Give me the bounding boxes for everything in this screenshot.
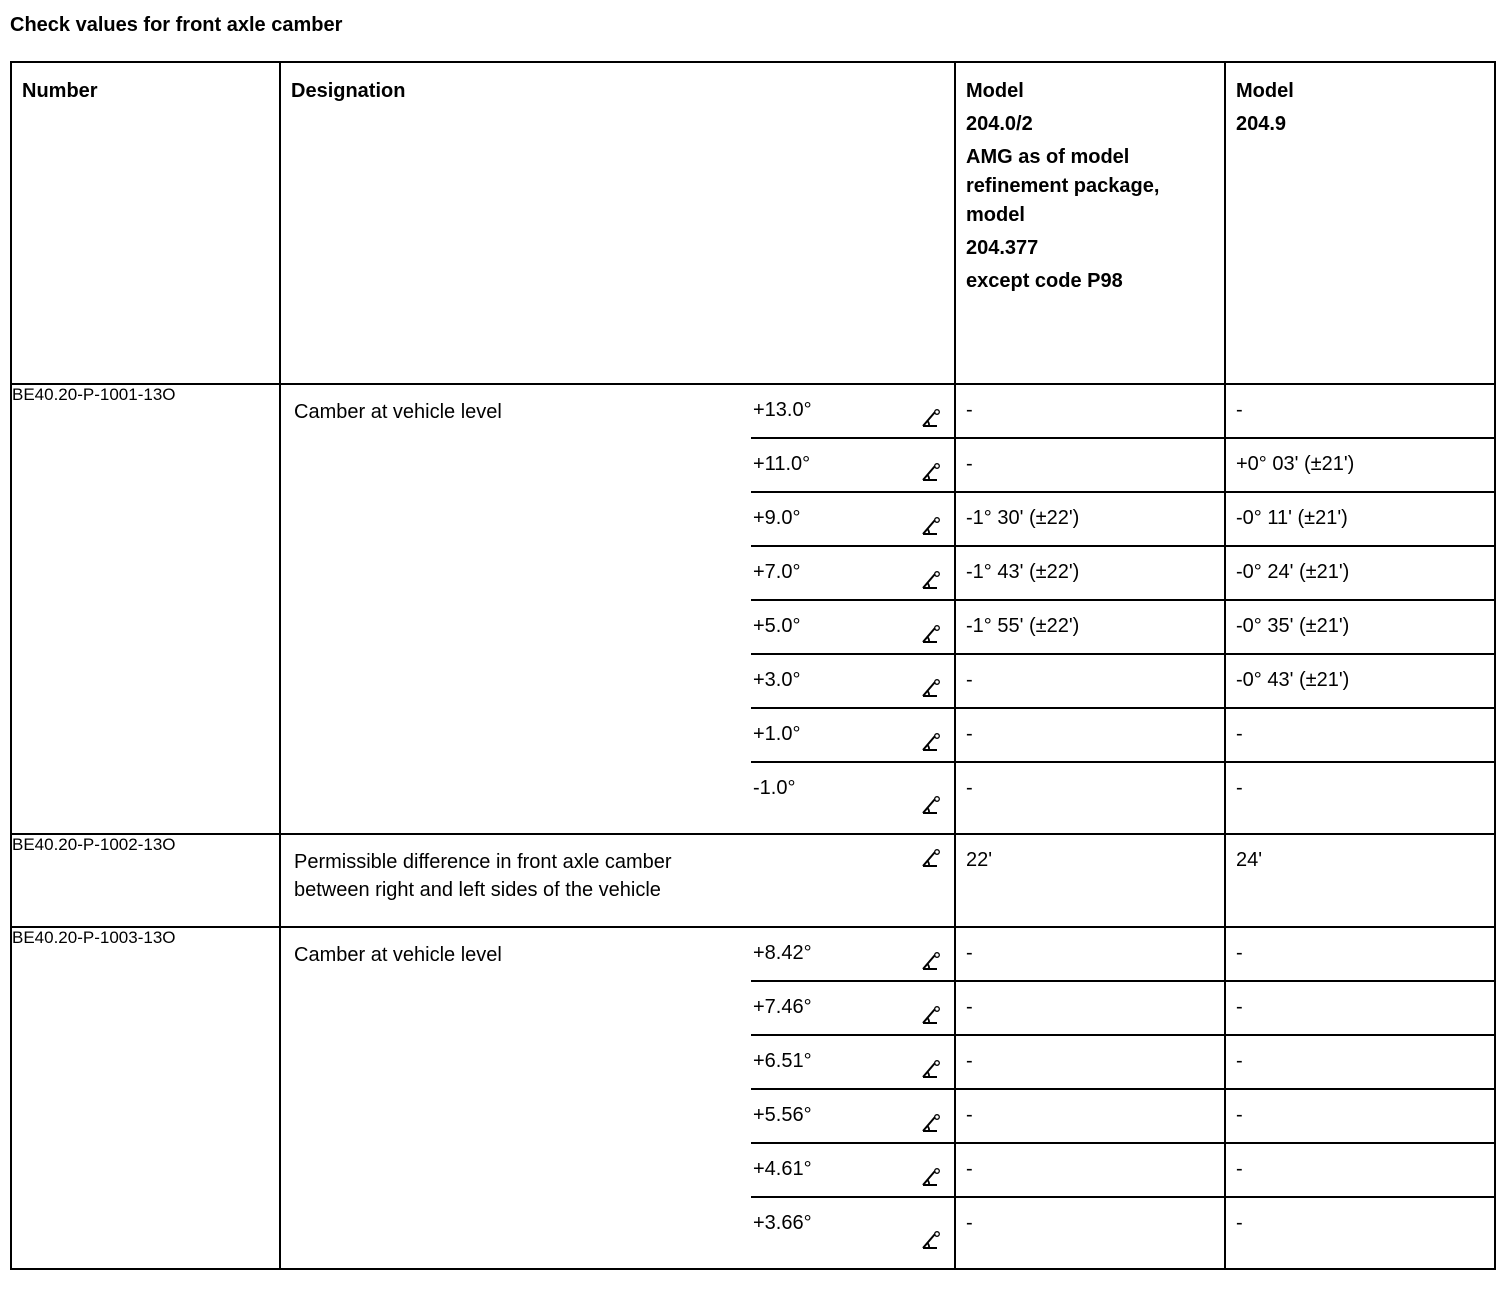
- header-model-204-9: Model 204.9: [1225, 62, 1495, 384]
- value-cell: -: [956, 1090, 1224, 1144]
- camber-angle-icon: [920, 560, 940, 599]
- value-cell: -0° 43' (±21'): [1226, 655, 1494, 709]
- row-designation: Camber at vehicle level +13.0° +11.0° +9.0° +7.0° +5.0° +3.0° +1.0° -1.0°: [280, 384, 955, 834]
- value-cell: -1° 30' (±22'): [956, 493, 1224, 547]
- angle-value: +8.42°: [753, 942, 812, 964]
- angle-value: +5.56°: [753, 1104, 812, 1126]
- angle-value: +4.61°: [753, 1158, 812, 1180]
- value-cell: -: [1236, 1212, 1243, 1234]
- angle-row: [751, 1144, 954, 1198]
- model-204-9-value: 24': [1225, 834, 1495, 927]
- angle-value: +9.0°: [753, 507, 801, 529]
- value-cell: -: [956, 928, 1224, 982]
- camber-angle-icon: [920, 1049, 940, 1088]
- angle-value: +1.0°: [753, 723, 801, 745]
- angle-value: +11.0°: [753, 453, 811, 475]
- camber-angle-icon: [920, 506, 940, 545]
- value-cell: -: [956, 709, 1224, 763]
- value-cell: -0° 35' (±21'): [1226, 601, 1494, 655]
- page-title: Check values for front axle camber: [10, 14, 343, 36]
- angle-value: +3.66°: [753, 1212, 812, 1234]
- model-204-0-2-values: [955, 384, 1225, 834]
- angle-row: [751, 1036, 954, 1090]
- angle-value: -1.0°: [753, 777, 796, 799]
- camber-angle-icon: [920, 668, 940, 707]
- angle-value: +6.51°: [753, 1050, 812, 1072]
- model-204-0-2-values: [955, 927, 1225, 1269]
- camber-angle-icon: [920, 941, 940, 980]
- value-cell: -0° 11' (±21'): [1226, 493, 1494, 547]
- camber-angle-icon: [920, 722, 940, 761]
- table-row: [11, 927, 1495, 1269]
- value-cell: -1° 43' (±22'): [956, 547, 1224, 601]
- angle-value: +3.0°: [753, 669, 801, 691]
- value-cell: -1° 55' (±22'): [956, 601, 1224, 655]
- angle-row: [751, 928, 954, 982]
- row-number: BE40.20-P-1003-13O: [11, 927, 280, 1269]
- value-cell: -: [956, 1144, 1224, 1198]
- angle-row: [751, 601, 954, 655]
- value-cell: -: [1226, 1090, 1494, 1144]
- value-cell: -: [956, 655, 1224, 709]
- value-cell: -: [956, 385, 1224, 439]
- model-204-9-values: [1225, 384, 1495, 834]
- value-cell: -: [1226, 709, 1494, 763]
- row-number: BE40.20-P-1002-13O: [11, 834, 280, 927]
- angle-row: [751, 493, 954, 547]
- check-values-table: [10, 61, 1496, 1270]
- row-designation: Camber at vehicle level +8.42° +7.46° +6.51° +5.56° +4.61° +3.66°: [280, 927, 955, 1269]
- row-designation: Permissible difference in front axle camber between right and left sides of the vehicle: [280, 834, 955, 927]
- camber-angle-icon: [920, 452, 940, 491]
- value-cell: -: [956, 439, 1224, 493]
- camber-angle-icon: [920, 776, 940, 833]
- angle-row: [751, 982, 954, 1036]
- value-cell: -: [1236, 777, 1243, 799]
- angle-row: [751, 709, 954, 763]
- model-204-0-2-value: 22': [955, 834, 1225, 927]
- angle-row: [751, 763, 954, 833]
- value-cell: -: [956, 982, 1224, 1036]
- angle-row: [751, 655, 954, 709]
- camber-angle-icon: [920, 848, 940, 868]
- value-cell: -: [1226, 982, 1494, 1036]
- value-cell: -: [1226, 1144, 1494, 1198]
- value-cell: -: [966, 777, 973, 799]
- angle-row: [751, 385, 954, 439]
- angle-value: +7.46°: [753, 996, 812, 1018]
- value-cell: -: [1226, 1036, 1494, 1090]
- value-cell: -: [1226, 385, 1494, 439]
- camber-angle-icon: [920, 1103, 940, 1142]
- value-cell: -0° 24' (±21'): [1226, 547, 1494, 601]
- row-number: BE40.20-P-1001-13O: [11, 384, 280, 834]
- camber-angle-icon: [920, 1211, 940, 1268]
- model-204-9-values: [1225, 927, 1495, 1269]
- header-number: Number: [11, 62, 280, 384]
- table-row: [11, 834, 1495, 927]
- value-cell: -: [1226, 928, 1494, 982]
- table-header-row: [11, 62, 1495, 384]
- angle-value: +7.0°: [753, 561, 801, 583]
- angle-value: +13.0°: [753, 399, 812, 421]
- camber-angle-icon: [920, 398, 940, 437]
- angle-row: [751, 1090, 954, 1144]
- angle-row: [751, 1198, 954, 1268]
- value-cell: -: [966, 1212, 973, 1234]
- value-cell: -: [956, 1036, 1224, 1090]
- angle-row: [751, 547, 954, 601]
- header-model-204-0-2: Model 204.0/2 AMG as of model refinement package, model 204.377 except code P98: [955, 62, 1225, 384]
- camber-angle-icon: [920, 1157, 940, 1196]
- camber-angle-icon: [920, 614, 940, 653]
- value-cell: +0° 03' (±21'): [1226, 439, 1494, 493]
- angle-value: +5.0°: [753, 615, 801, 637]
- camber-angle-icon: [920, 995, 940, 1034]
- header-designation: Designation: [280, 62, 955, 384]
- table-row: [11, 384, 1495, 834]
- angle-row: [751, 439, 954, 493]
